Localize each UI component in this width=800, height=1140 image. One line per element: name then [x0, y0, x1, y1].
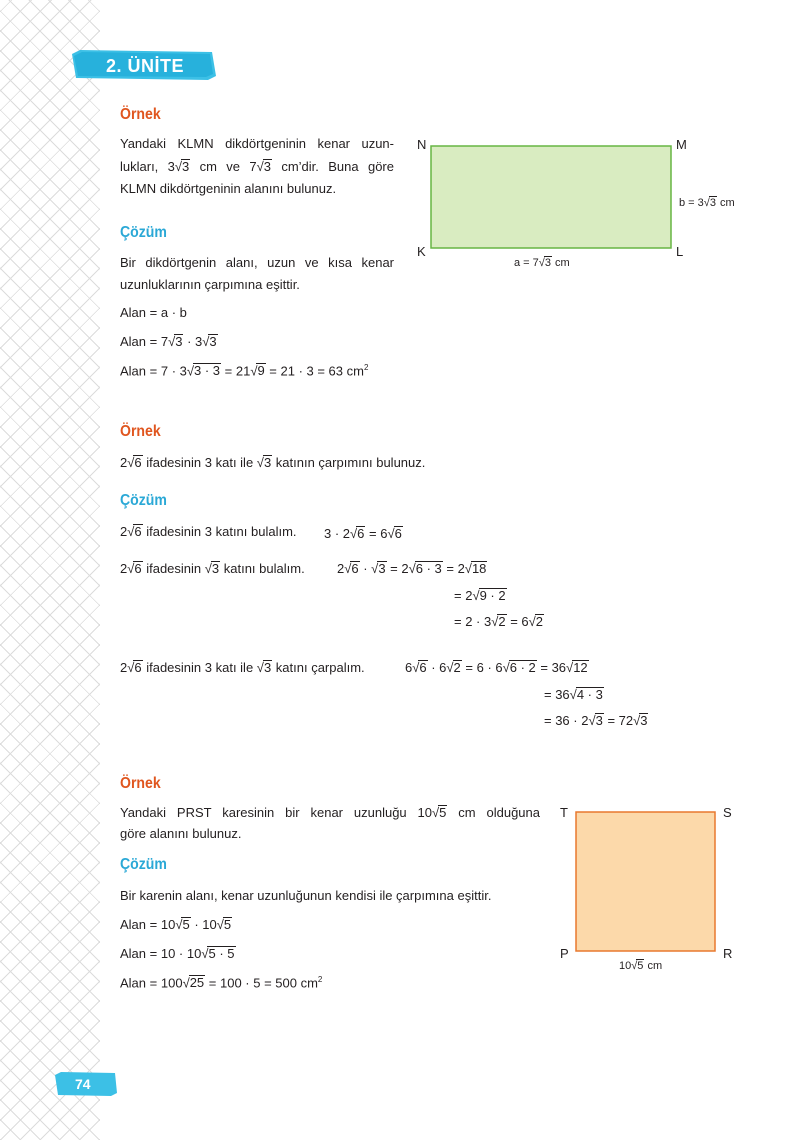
solution-heading: Çözüm: [120, 856, 167, 873]
ex1-eq1: Alan = a · b: [120, 305, 187, 320]
page-number: 74: [75, 1076, 91, 1092]
solution-heading: Çözüm: [120, 224, 167, 241]
square-figure: [560, 800, 760, 970]
decorative-pattern: [0, 0, 100, 1140]
ex2-step2: 2√6 ifadesinin √3 katını bulalım.: [120, 561, 305, 576]
ex2-step3-result-line2: = 36√4 · 3: [544, 687, 603, 702]
vertex-t: T: [560, 805, 568, 820]
ex1-line3: KLMN dikdörtgeninin alanını bulunuz.: [120, 181, 337, 196]
ex2-step3-result: 6√6 · 6√2 = 6 · 6√6 · 2 = 36√12: [405, 660, 588, 675]
page-number-tab: [55, 1072, 117, 1096]
ex2-step2-result-line2: = 2√9 · 2: [454, 588, 506, 603]
ex3-line2: göre alanını bulunuz.: [120, 826, 242, 841]
ex2-step1: 2√6 ifadesinin 3 katını bulalım.: [120, 524, 297, 539]
vertex-m: M: [676, 137, 687, 152]
vertex-k: K: [417, 244, 426, 259]
unit-banner: [72, 50, 216, 80]
ex2-step1-result: 3 · 2√6 = 6√6: [324, 526, 402, 541]
vertex-s: S: [723, 805, 732, 820]
unit-title: 2. ÜNİTE: [106, 56, 185, 76]
square-side-label: 10√5 cm: [619, 960, 663, 972]
vertex-r: R: [723, 946, 733, 961]
ex3-eq1: Alan = 10√5 · 10√5: [120, 917, 232, 932]
square-prst: [576, 812, 715, 951]
vertex-l: L: [676, 244, 684, 259]
ex2-step3-result-line3: = 36 · 2√3 = 72√3: [544, 713, 648, 728]
vertex-n: N: [417, 137, 427, 152]
ex1-line2: lukları, 3√3 cm ve 7√3 cm’dir. Buna göre: [120, 159, 394, 174]
ex2-step2-result-line3: = 2 · 3√2 = 6√2: [454, 614, 544, 629]
ex3-sol1: Bir karenin alanı, kenar uzunluğunun kendisi ile çarpımına eşittir.: [120, 888, 492, 903]
example-heading: Örnek: [120, 423, 161, 440]
example-heading: Örnek: [120, 775, 161, 792]
ex1-eq2: Alan = 7√3 · 3√3: [120, 334, 217, 349]
solution-heading: Çözüm: [120, 492, 167, 509]
vertex-p: P: [560, 946, 569, 961]
ex1-eq3: Alan = 7 · 3√3 · 3 = 21√9 = 21 · 3 = 63 $cm^2$: [120, 363, 369, 379]
rectangle-klmn: [431, 146, 671, 248]
ex3-eq2: Alan = 10 · 10√5 · 5: [120, 946, 235, 961]
ex2-step2-result: 2√6 · √3 = 2√6 · 3 = 2√18: [337, 561, 487, 576]
side-a-label: a = 7√3 cm: [514, 257, 570, 269]
ex3-eq3: Alan = 100√25 = 100 · 5 = 500 $cm^2$: [120, 975, 323, 991]
side-b-label: b = 3√3 cm: [679, 197, 735, 209]
ex3-line1: Yandaki PRST karesinin bir kenar uzunluğu 10√5 cm olduğuna: [120, 805, 540, 820]
ex2-step3: 2√6 ifadesinin 3 katı ile √3 katını çarpalım.: [120, 660, 365, 675]
ex1-sol1: Bir dikdörtgenin alanı, uzun ve kısa kenar: [120, 255, 394, 270]
ex1-sol2: uzunluklarının çarpımına eşittir.: [120, 277, 300, 292]
ex1-line1: Yandaki KLMN dikdörtgeninin kenar uzun-: [120, 136, 394, 151]
example-heading: Örnek: [120, 106, 161, 123]
ex2-question: 2√6 ifadesinin 3 katı ile √3 katının çarpımını bulunuz.: [120, 455, 426, 470]
